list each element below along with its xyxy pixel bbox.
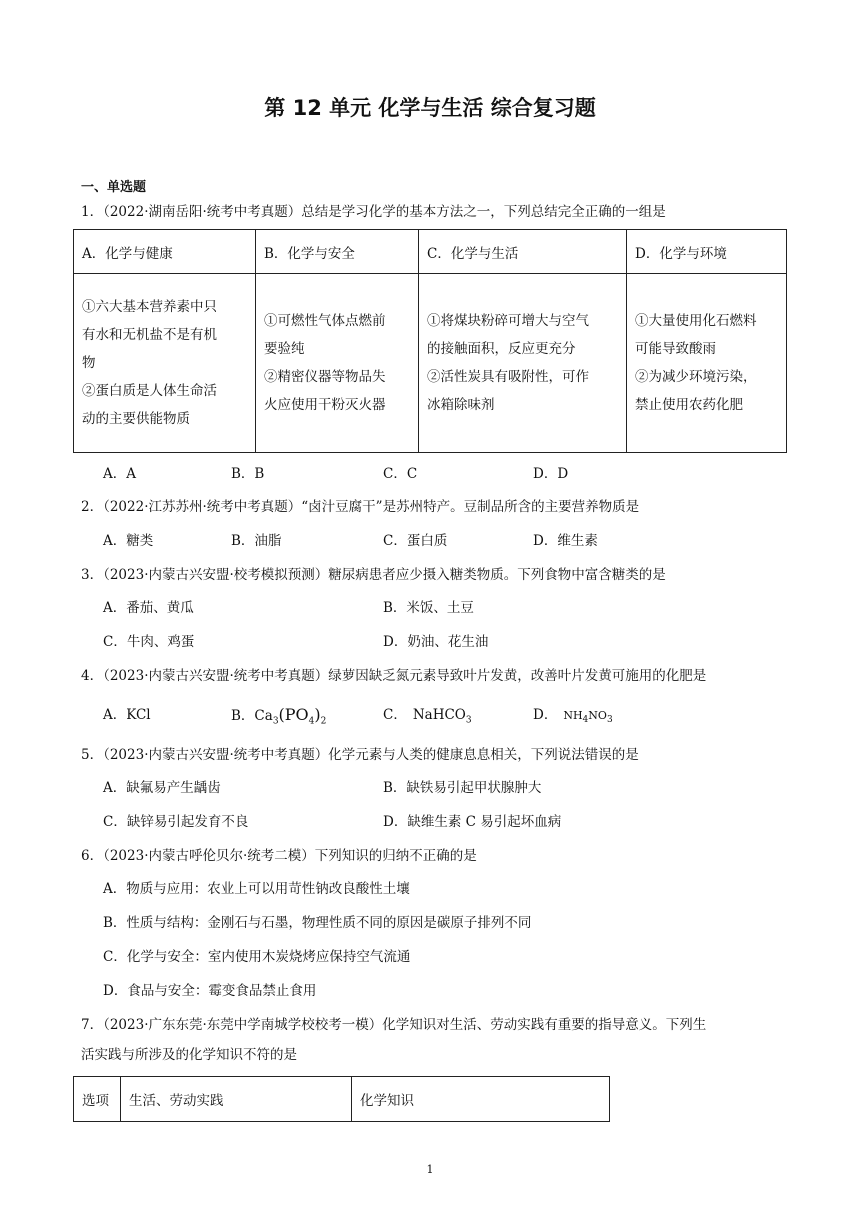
- question-7-table: [73, 1076, 610, 1122]
- question-7-stem-line1: 7．（2023·广东东莞·东莞中学南城学校校考一模）化学知识对生活、劳动实践有重要的指导意义。下列生: [81, 1017, 707, 1033]
- q6-option-d[interactable]: D．食品与安全：霉变食品禁止食用: [103, 983, 317, 999]
- q1-option-d[interactable]: D．D: [533, 466, 569, 482]
- q3-option-a[interactable]: A．番茄、黄瓜: [103, 600, 194, 616]
- q4-option-c[interactable]: C． NaHCO$_3$: [383, 707, 472, 726]
- table-header-option: 选项: [74, 1077, 121, 1122]
- q2-option-c[interactable]: C．蛋白质: [383, 533, 448, 549]
- section-heading: 一、单选题: [81, 180, 147, 195]
- q5-option-c[interactable]: C．缺锌易引起发育不良: [103, 814, 249, 830]
- table-header-d: D．化学与环境: [627, 230, 787, 274]
- q4-option-a[interactable]: A．KCl: [103, 707, 151, 723]
- q1-option-b[interactable]: B．B: [231, 466, 265, 482]
- table-header-practice: 生活、劳动实践: [121, 1077, 352, 1122]
- table-header-c: C．化学与生活: [419, 230, 627, 274]
- question-1-table: [73, 229, 787, 453]
- q2-option-a[interactable]: A．糖类: [103, 533, 154, 549]
- question-1-stem: 1．（2022·湖南岳阳·统考中考真题）总结是学习化学的基本方法之一，下列总结完全正确的一组是: [81, 204, 666, 220]
- q6-option-c[interactable]: C．化学与安全：室内使用木炭烧烤应保持空气流通: [103, 949, 411, 965]
- question-3-stem: 3．（2023·内蒙古兴安盟·校考模拟预测）糖尿病患者应少摄入糖类物质。下列食物中富含糖类的是: [81, 567, 666, 583]
- q3-option-d[interactable]: D．奶油、花生油: [383, 634, 489, 650]
- table-header-knowledge: 化学知识: [352, 1077, 610, 1122]
- question-4-stem: 4．（2023·内蒙古兴安盟·统考中考真题）绿萝因缺乏氮元素导致叶片发黄，改善叶片发黄可施用的化肥是: [81, 668, 707, 684]
- question-6-stem: 6．（2023·内蒙古呼伦贝尔·统考二模）下列知识的归纳不正确的是: [81, 848, 477, 864]
- q5-option-b[interactable]: B．缺铁易引起甲状腺肿大: [383, 780, 542, 796]
- q2-option-b[interactable]: B．油脂: [231, 533, 282, 549]
- q2-option-d[interactable]: D．维生素: [533, 533, 598, 549]
- q3-option-b[interactable]: B．米饭、土豆: [383, 600, 474, 616]
- question-2-stem: 2．（2022·江苏苏州·统考中考真题）“卤汁豆腐干”是苏州特产。豆制品所含的主要营养物质是: [81, 499, 640, 515]
- q4-option-b[interactable]: B．$Ca_3(PO_4)_2$: [231, 705, 327, 727]
- table-cell-c: ①将煤块粉碎可增大与空气 的接触面积，反应更充分 ②活性炭具有吸附性，可作 冰箱除味剂: [419, 274, 627, 453]
- q5-option-d[interactable]: D．缺维生素 C 易引起坏血病: [383, 814, 562, 830]
- q6-option-a[interactable]: A．物质与应用：农业上可以用苛性钠改良酸性土壤: [103, 881, 410, 897]
- question-7-stem-line2: 活实践与所涉及的化学知识不符的是: [81, 1047, 297, 1063]
- q5-option-a[interactable]: A．缺氟易产生龋齿: [103, 780, 221, 796]
- q4-option-d[interactable]: D． $NH_4NO_3$: [533, 707, 613, 726]
- q6-option-b[interactable]: B．性质与结构：金刚石与石墨，物理性质不同的原因是碳原子排列不同: [103, 915, 532, 931]
- table-header-b: B．化学与安全: [256, 230, 419, 274]
- table-cell-b: ①可燃性气体点燃前 要验纯 ②精密仪器等物品失 火应使用干粉灭火器: [256, 274, 419, 453]
- q1-option-c[interactable]: C．C: [383, 466, 418, 482]
- table-cell-d: ①大量使用化石燃料 可能导致酸雨 ②为减少环境污染， 禁止使用农药化肥: [627, 274, 787, 453]
- page-title: 第 12 单元 化学与生活 综合复习题: [264, 96, 596, 120]
- question-5-stem: 5．（2023·内蒙古兴安盟·统考中考真题）化学元素与人类的健康息息相关，下列说法错误的是: [81, 747, 639, 763]
- table-header-a: A．化学与健康: [74, 230, 256, 274]
- q1-option-a[interactable]: A．A: [103, 466, 136, 482]
- page-number: 1: [426, 1163, 434, 1176]
- table-cell-a: ①六大基本营养素中只 有水和无机盐不是有机 物 ②蛋白质是人体生命活 动的主要供能物质: [74, 274, 256, 453]
- q3-option-c[interactable]: C．牛肉、鸡蛋: [103, 634, 195, 650]
